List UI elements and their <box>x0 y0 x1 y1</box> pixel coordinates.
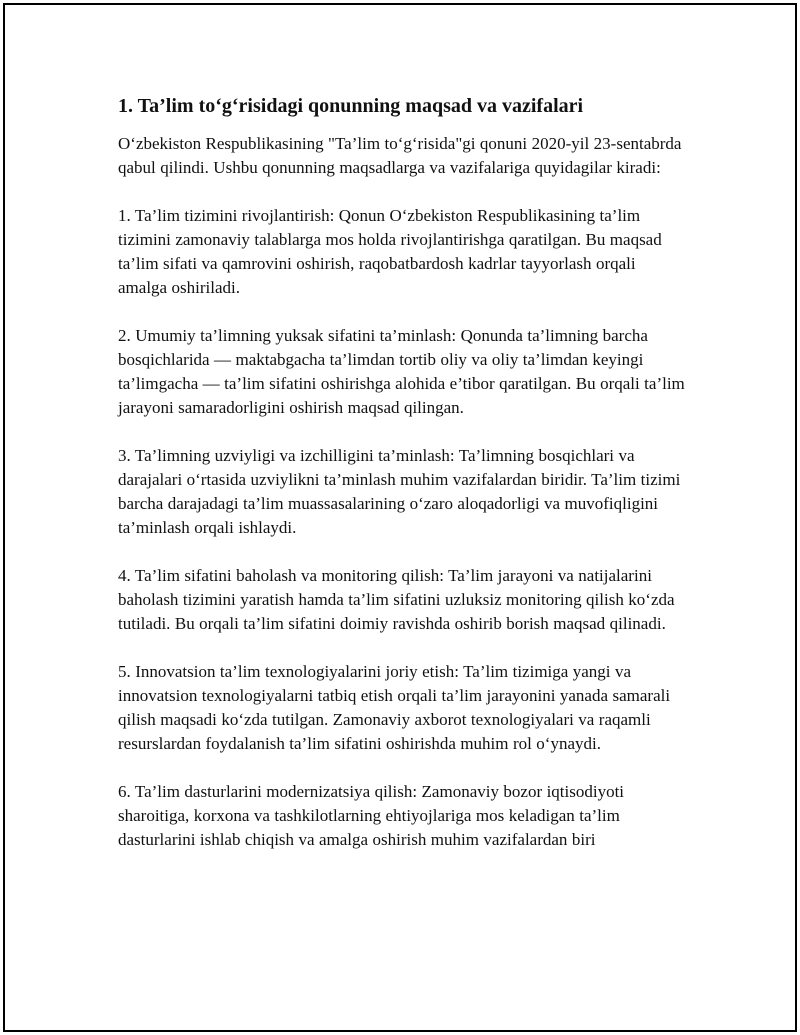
paragraph-item-5: 5. Innovatsion ta’lim texnologiyalarini joriy etish: Ta’lim tizimiga yangi va innovatsion texnologiyalarni tatbiq etish orqali ta’lim jarayonini yanada samarali qilish maqsadi ko‘zda tutilgan. Zamonaviy axborot texnologiyalari va raqamli resurslardan foydalanish ta’lim sifatini oshirishda muhim rol o‘ynaydi. <box>118 662 671 753</box>
paragraph-item-3: 3. Ta’limning uzviyligi va izchilligini ta’minlash: Ta’limning bosqichlari va darajalari o‘rtasida uzviylikni ta’minlash muhim vazifalardan biridir. Ta’lim tizimi barcha darajadagi ta’lim muassasalarining o‘zaro aloqadorligi va muvofiqligini ta’minlash orqali ishlaydi. <box>118 446 681 537</box>
paragraph-item-2: 2. Umumiy ta’limning yuksak sifatini ta’minlash: Qonunda ta’limning barcha bosqichlarida — maktabgacha ta’limdan tortib oliy va oliy ta’limdan keyingi ta’limgacha — ta’lim sifatini oshirishga alohida e’tibor qaratilgan. Bu orqali ta’lim jarayoni samaradorligini oshirish maqsad qilingan. <box>118 326 685 417</box>
paragraph-item-1: 1. Ta’lim tizimini rivojlantirish: Qonun O‘zbekiston Respublikasining ta’lim tizimini zamonaviy talablarga mos holda rivojlantirishga qaratilgan. Bu maqsad ta’lim sifati va qamrovini oshirish, raqobatbardosh kadrlar tayyorlash orqali amalga oshiriladi. <box>118 206 662 297</box>
intro-paragraph: O‘zbekiston Respublikasining "Ta’lim to‘g‘risida"gi qonuni 2020-yil 23-sentabrda qabul qilindi. Ushbu qonunning maqsadlarga va vazifalariga quyidagilar kiradi: <box>118 134 682 177</box>
section-heading: 1. Ta’lim to‘g‘risidagi qonunning maqsad va vazifalari <box>118 95 584 117</box>
paragraph-item-4: 4. Ta’lim sifatini baholash va monitoring qilish: Ta’lim jarayoni va natijalarini baholash tizimini yaratish hamda ta’lim sifatini uzluksiz monitoring qilish ko‘zda tutiladi. Bu orqali ta’lim sifatini doimiy ravishda oshirib borish maqsad qilinadi. <box>118 566 675 633</box>
paragraph-item-6: 6. Ta’lim dasturlarini modernizatsiya qilish: Zamonaviy bozor iqtisodiyoti sharoitiga, korxona va tashkilotlarning ehtiyojlariga mos keladigan ta’lim dasturlarini ishlab chiqish va amalga oshirish muhim vazifalardan biri <box>118 782 625 849</box>
document-body <box>118 92 688 876</box>
